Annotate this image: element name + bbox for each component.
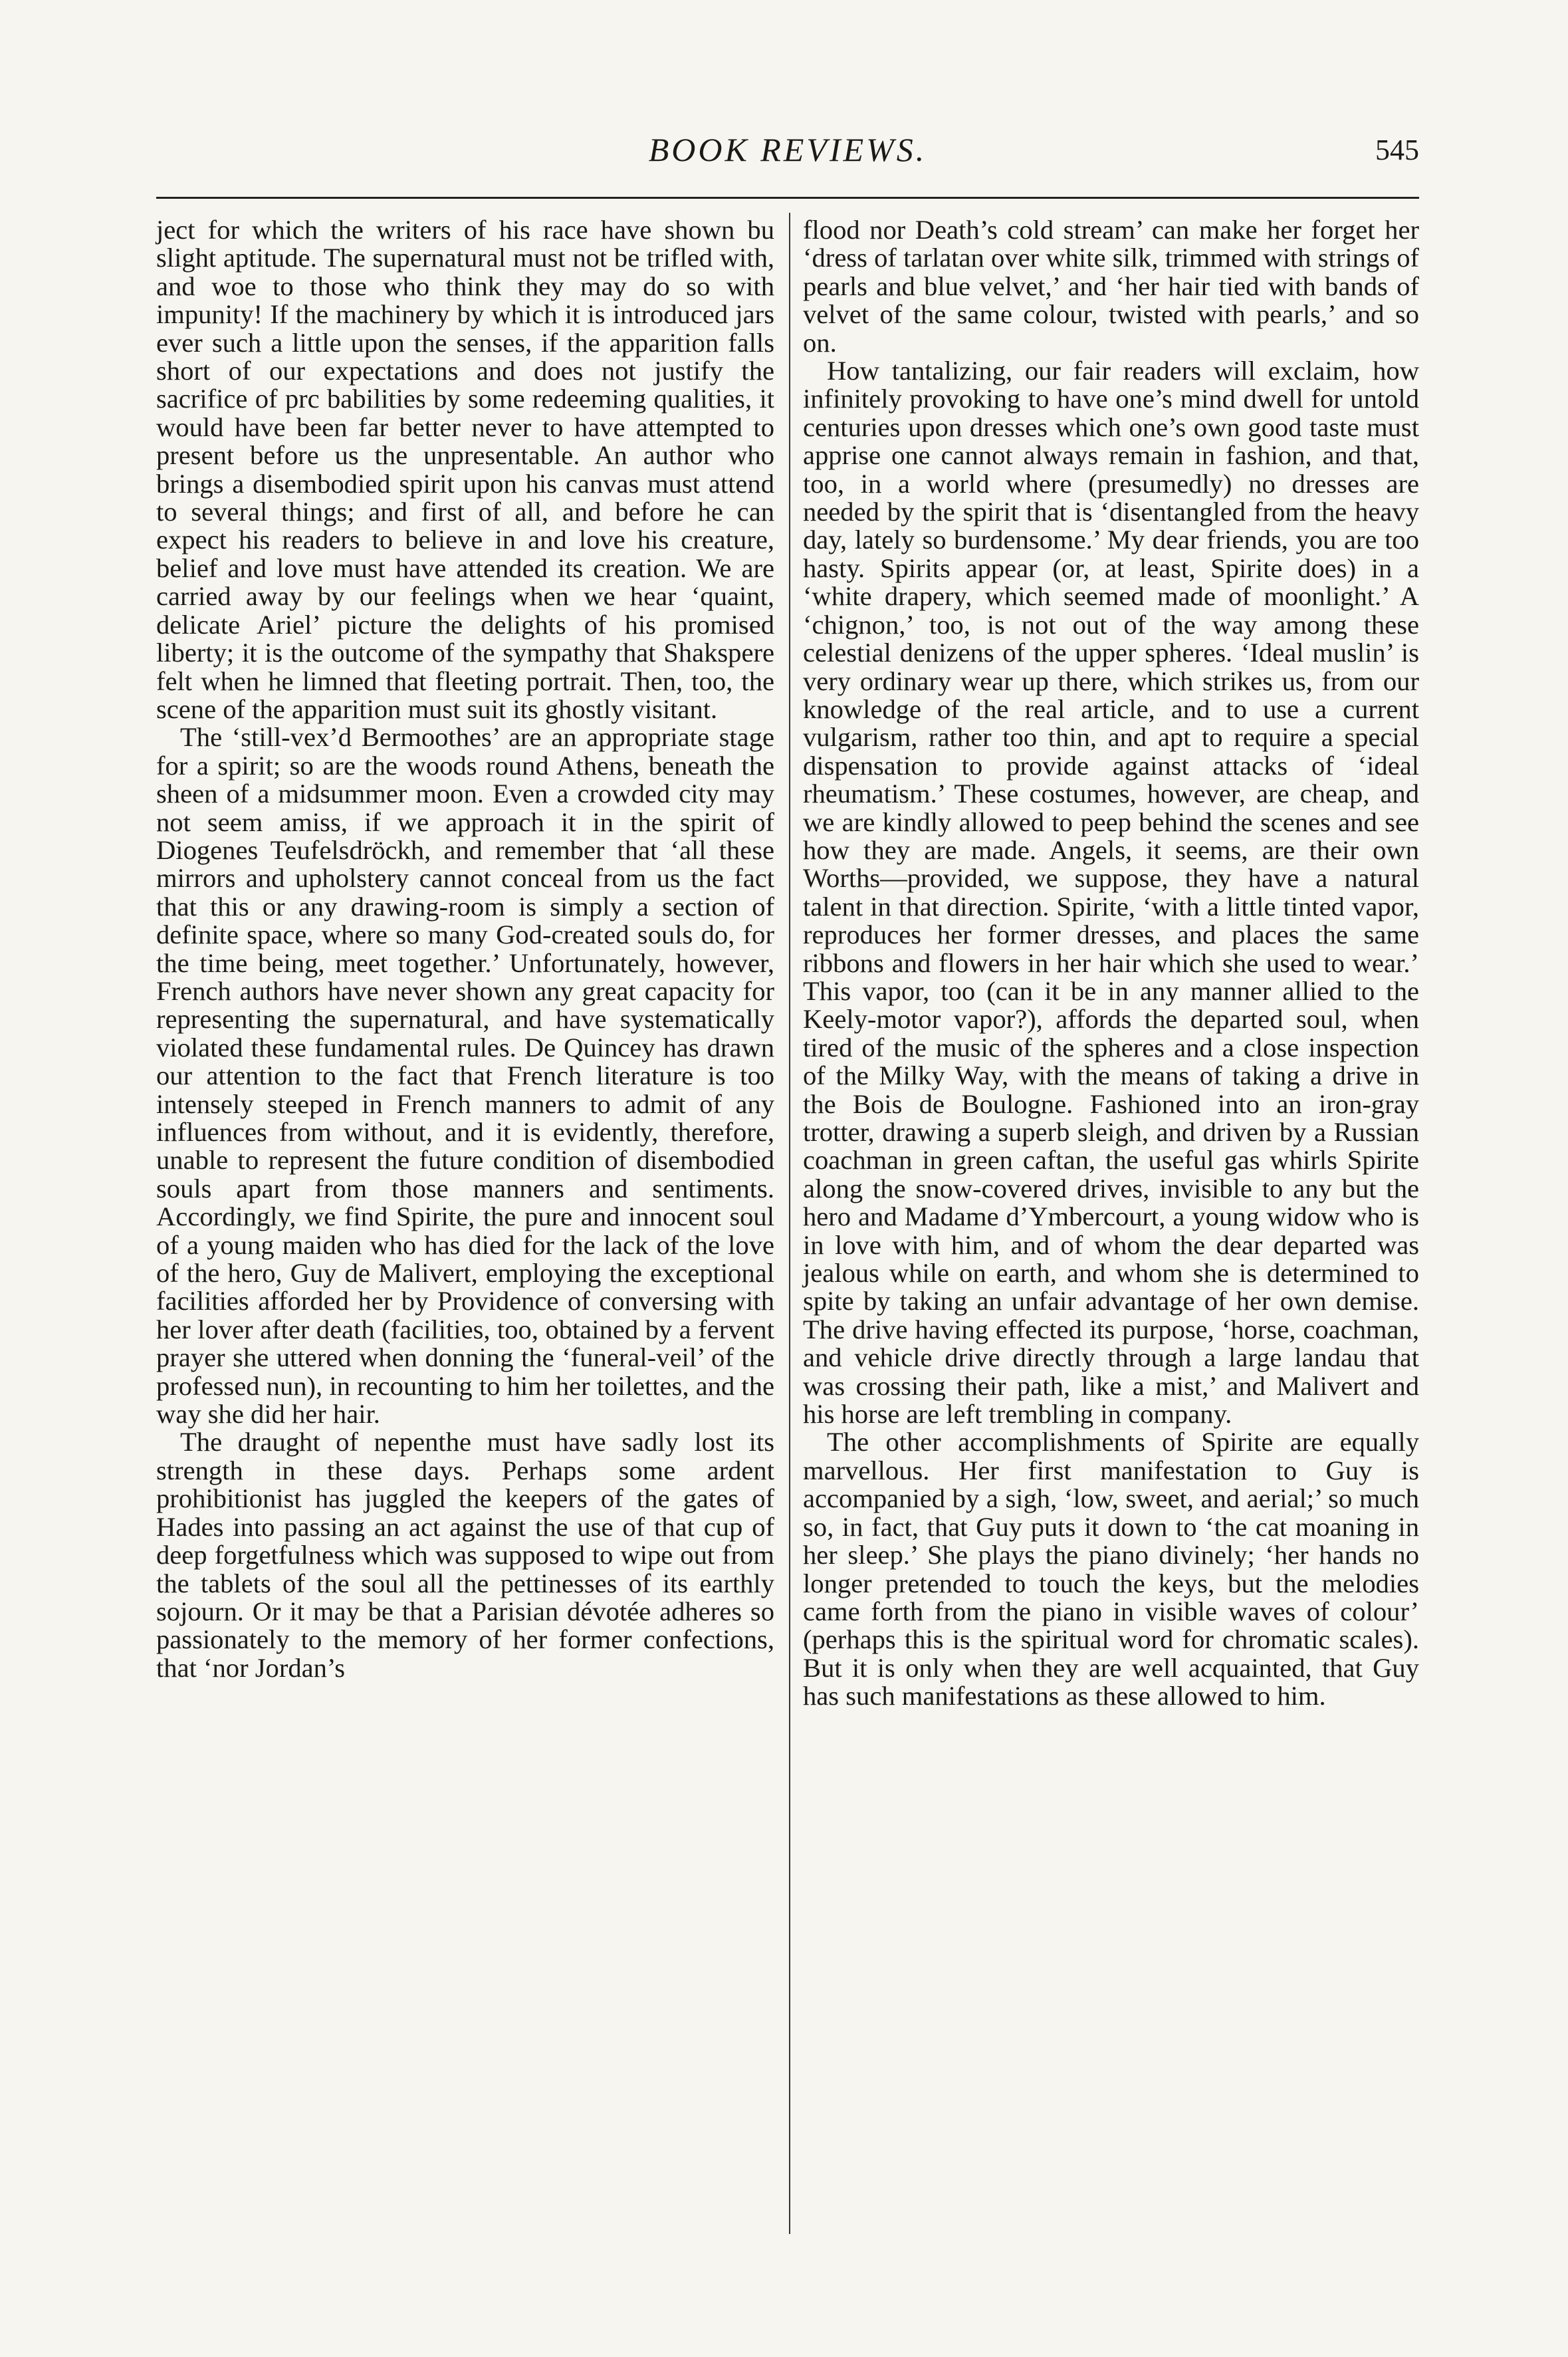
paragraph: The draught of nepenthe must have sadly lost its strength in these days. Perhaps some ardent prohibitionist has juggled the keepers of the gates of Hades into passing an act against the use of that cup of deep forgetfulness which was supposed to wipe out from the tablets of the soul all the pettinesses of its earthly sojourn. Or it may be that a Parisian dévotée adheres so passionately to the memory of her former confections, that ‘nor Jordan’s [156,1427,774,1683]
left-column [156,216,774,1682]
right-column [803,216,1419,1711]
page-header [156,130,1419,177]
running-title: BOOK REVIEWS. [648,131,927,168]
paragraph: The other accomplishments of Spirite are equally marvellous. Her first manifestation to Guy is accompanied by a sigh, ‘low, sweet, and aerial;’ so much so, in fact, that Guy puts it down to ‘the cat moaning in her sleep.’ She plays the piano divinely; ‘her hands no longer pretended to touch the keys, but the melodies came forth from the piano in visible waves of colour’ (perhaps this is the spiritual word for chromatic scales). But it is only when they are well acquainted, that Guy has such manifestations as these allowed to him. [803,1427,1419,1711]
paragraph: ject for which the writers of his race have shown bu slight aptitude. The supernatural must not be trifled with, and woe to those who think they may do so with impunity! If the machinery by which it is introduced jars ever such a little upon the senses, if the apparition falls short of our expectations and does not justify the sacrifice of prc babilities by some redeeming qualities, it would have been far better never to have attempted to present before us the unpresentable. An author who brings a disembodied spirit upon his canvas must attend to several things; and first of all, and before he can expect his readers to believe in and love his creature, belief and love must have attended its creation. We are carried away by our feelings when we hear ‘quaint, delicate Ariel’ picture the delights of his promised liberty; it is the outcome of the sympathy that Shakspere felt when he limned that fleeting portrait. Then, too, the scene of the apparition must suit its ghostly visitant. [156,215,774,724]
paragraph: flood nor Death’s cold stream’ can make her forget her ‘dress of tarlatan over white silk, trimmed with strings of pearls and blue velvet,’ and ‘her hair tied with bands of velvet of the same colour, twisted with pearls,’ and so on. [803,215,1419,358]
header-rule [156,197,1419,199]
page-number: 545 [1375,134,1419,166]
paragraph: How tantalizing, our fair readers will exclaim, how infinitely provoking to have one’s mind dwell for untold centuries upon dresses which one’s own good taste must apprise one cannot always remain in fashion, and that, too, in a world where (presumedly) no dresses are needed by the spirit that is ‘disentangled from the heavy day, lately so burdensome.’ My dear friends, you are too hasty. Spirits appear (or, at least, Spirite does) in a ‘white drapery, which seemed made of moonlight.’ A ‘chignon,’ too, is not out of the way among these celestial denizens of the upper spheres. ‘Ideal muslin’ is very ordinary wear up there, which strikes us, from our knowledge of the real article, and to use a current vulgarism, rather too thin, and apt to require a special dispensation to provide against attacks of ‘ideal rheumatism.’ These costumes, however, are cheap, and we are kindly allowed to peep behind the scenes and see how they are made. Angels, it seems, are their own Worths—provided, we suppose, they have a natural talent in that direction. Spirite, ‘with a little tinted vapor, reproduces her former dresses, and places the same ribbons and flowers in her hair which she used to wear.’ This vapor, too (can it be in any manner allied to the Keely-motor vapor?), affords the departed soul, when tired of the music of the spheres and a close inspection of the Milky Way, with the means of taking a drive in the Bois de Boulogne. Fashioned into an iron-gray trotter, drawing a superb sleigh, and driven by a Russian coachman in green caftan, the useful gas whirls Spirite along the snow-covered drives, invisible to any but the hero and Madame d’Ymbercourt, a young widow who is in love with him, and of whom the dear departed was jealous while on earth, and whom she is determined to spite by taking an unfair advantage of her own demise. The drive having effected its purpose, ‘horse, coachman, and vehicle drive directly through a large landau that was crossing their path, like a mist,’ and Malivert and his horse are left trembling in company. [803,356,1419,1429]
paragraph: The ‘still-vex’d Bermoothes’ are an appropriate stage for a spirit; so are the woods round Athens, beneath the sheen of a midsummer moon. Even a crowded city may not seem amiss, if we approach it in the spirit of Diogenes Teufelsdröckh, and remember that ‘all these mirrors and upholstery cannot conceal from us the fact that this or any drawing-room is simply a section of definite space, where so many God-created souls do, for the time being, meet together.’ Unfortunately, however, French authors have never shown any great capacity for representing the supernatural, and have systematically violated these fundamental rules. De Quincey has drawn our attention to the fact that French literature is too intensely steeped in French manners to admit of any influences from without, and it is evidently, therefore, unable to represent the future condition of disembodied souls apart from those manners and sentiments. Accordingly, we find Spirite, the pure and innocent soul of a young maiden who has died for the lack of the love of the hero, Guy de Malivert, employing the exceptional facilities afforded her by Providence of conversing with her lover after death (facilities, too, obtained by a fervent prayer she uttered when donning the ‘funeral-veil’ of the professed nun), in recounting to him her toilettes, and the way she did her hair. [156,722,774,1429]
column-divider [789,213,790,2234]
